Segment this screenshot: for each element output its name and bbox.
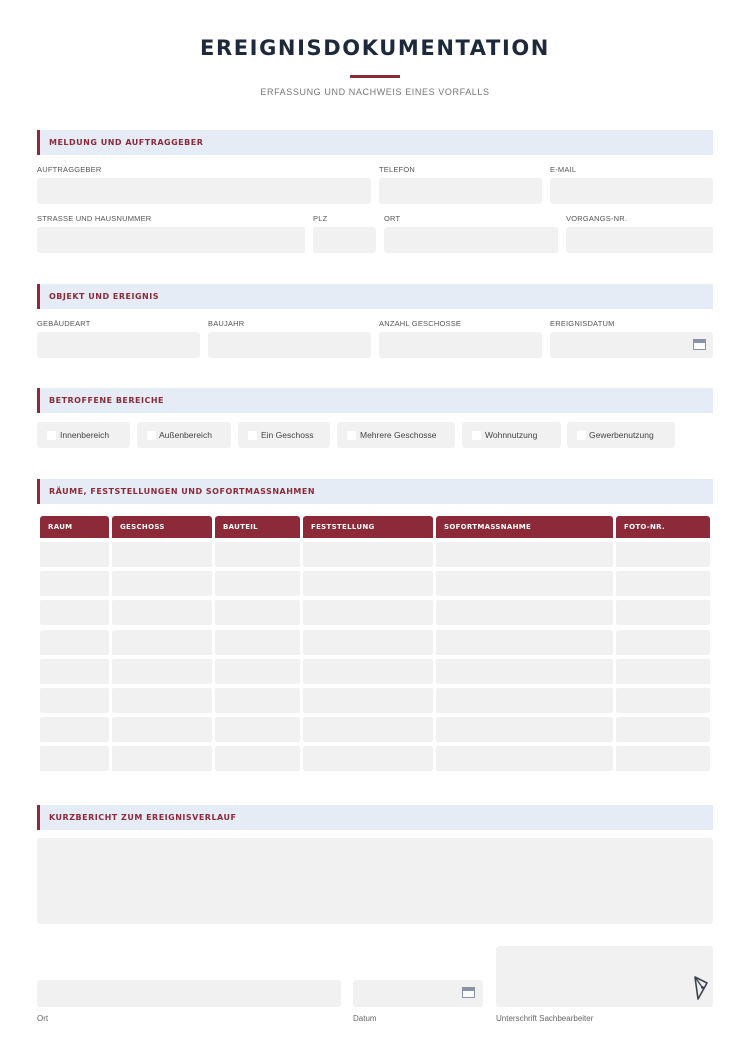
section-header-meldung	[37, 130, 713, 155]
table-cell[interactable]	[112, 688, 212, 713]
table-cell[interactable]	[40, 659, 109, 684]
table-cell[interactable]	[112, 717, 212, 742]
table-cell[interactable]	[215, 630, 300, 655]
table-cell[interactable]	[303, 630, 433, 655]
vorgang-label: VORGANGS-NR.	[566, 214, 628, 223]
table-cell[interactable]	[40, 688, 109, 713]
plz-field[interactable]	[313, 227, 376, 253]
section-header-bereiche	[37, 388, 713, 413]
table-header-bauteil	[215, 516, 300, 538]
email-field[interactable]	[550, 178, 713, 204]
baujahr-field[interactable]	[208, 332, 371, 358]
table-cell[interactable]	[616, 717, 710, 742]
table-cell[interactable]	[112, 600, 212, 625]
table-cell[interactable]	[303, 688, 433, 713]
table-header-foto-nr	[616, 516, 710, 538]
section-title: KURZBERICHT ZUM EREIGNISVERLAUF	[49, 813, 237, 822]
ereignisdatum-label: EREIGNISDATUM	[550, 319, 615, 328]
checkbox-box[interactable]	[577, 431, 586, 440]
telefon-label: TELEFON	[379, 165, 415, 174]
column-label: BAUTEIL	[223, 523, 258, 531]
checkbox-box[interactable]	[147, 431, 156, 440]
table-cell[interactable]	[436, 600, 613, 625]
column-label: GESCHOSS	[120, 523, 165, 531]
kurzbericht-textarea[interactable]	[37, 838, 713, 924]
section-header-objekt	[37, 284, 713, 309]
checkbox-box[interactable]	[347, 431, 356, 440]
table-cell[interactable]	[40, 600, 109, 625]
column-label: FESTSTELLUNG	[311, 523, 375, 531]
auftraggeber-label: AUFTRAGGEBER	[37, 165, 102, 174]
ort-label: ORT	[384, 214, 401, 223]
datum-label: Datum	[353, 1014, 377, 1023]
table-cell[interactable]	[436, 542, 613, 567]
section-title: MELDUNG UND AUFTRAGGEBER	[49, 138, 204, 147]
checkbox-ein-geschoss[interactable]	[238, 422, 330, 448]
ort-field[interactable]	[384, 227, 558, 253]
table-cell[interactable]	[436, 746, 613, 771]
column-label: RAUM	[48, 523, 73, 531]
geschosse-label: ANZAHL GESCHOSSE	[379, 319, 462, 328]
table-cell[interactable]	[303, 542, 433, 567]
table-cell[interactable]	[303, 659, 433, 684]
gebaeudeart-field[interactable]	[37, 332, 200, 358]
table-cell[interactable]	[616, 542, 710, 567]
table-cell[interactable]	[303, 717, 433, 742]
table-cell[interactable]	[40, 571, 109, 596]
table-header-raum	[40, 516, 109, 538]
document-title: EREIGNISDOKUMENTATION	[200, 36, 550, 60]
calendar-icon[interactable]	[693, 339, 706, 350]
table-cell[interactable]	[215, 600, 300, 625]
section-header-raeume	[37, 479, 713, 504]
calendar-icon[interactable]	[462, 987, 475, 998]
table-cell[interactable]	[40, 542, 109, 567]
table-cell[interactable]	[112, 630, 212, 655]
signature-field[interactable]	[496, 946, 713, 1007]
table-header-feststellung	[303, 516, 433, 538]
table-cell[interactable]	[303, 600, 433, 625]
ort-signature-field[interactable]	[37, 980, 341, 1007]
ort-label: Ort	[37, 1014, 49, 1023]
checkbox-mehrere-geschosse[interactable]	[337, 422, 455, 448]
table-cell[interactable]	[215, 688, 300, 713]
checkbox-label: Ein Geschoss	[261, 430, 314, 440]
strasse-label: STRASSE UND HAUSNUMMER	[37, 214, 152, 223]
plz-label: PLZ	[313, 214, 328, 223]
table-cell[interactable]	[112, 571, 212, 596]
checkbox-label: Wohnnutzung	[485, 430, 538, 440]
baujahr-label: BAUJAHR	[208, 319, 245, 328]
checkbox-label: Innenbereich	[60, 430, 110, 440]
table-cell[interactable]	[436, 688, 613, 713]
section-header-bericht	[37, 805, 713, 830]
table-cell[interactable]	[616, 630, 710, 655]
column-label: FOTO-NR.	[624, 523, 665, 531]
email-label: E-MAIL	[550, 165, 577, 174]
title-divider	[350, 75, 400, 78]
section-title: BETROFFENE BEREICHE	[49, 396, 165, 405]
checkbox-gewerbenutzung[interactable]	[567, 422, 675, 448]
table-cell[interactable]	[215, 659, 300, 684]
checkbox-label: Gewerbenutzung	[589, 430, 654, 440]
section-title: RÄUME, FESTSTELLUNGEN UND SOFORTMASSNAHMEN	[49, 487, 316, 496]
table-cell[interactable]	[215, 717, 300, 742]
table-cell[interactable]	[112, 659, 212, 684]
checkbox-wohnnutzung[interactable]	[462, 422, 561, 448]
table-header-sofortmassnahme	[436, 516, 613, 538]
table-cell[interactable]	[303, 571, 433, 596]
table-cell[interactable]	[215, 571, 300, 596]
pen-nib-icon	[693, 975, 709, 1001]
table-cell[interactable]	[112, 746, 212, 771]
table-cell[interactable]	[436, 717, 613, 742]
geschosse-field[interactable]	[379, 332, 542, 358]
table-cell[interactable]	[40, 630, 109, 655]
document-subtitle: ERFASSUNG UND NACHWEIS EINES VORFALLS	[260, 87, 490, 97]
column-label: SOFORTMASSNAHME	[444, 523, 532, 531]
table-cell[interactable]	[436, 571, 613, 596]
checkbox-innenbereich[interactable]	[37, 422, 130, 448]
table-cell[interactable]	[616, 688, 710, 713]
table-cell[interactable]	[303, 746, 433, 771]
table-cell[interactable]	[436, 630, 613, 655]
table-cell[interactable]	[215, 542, 300, 567]
table-cell[interactable]	[40, 746, 109, 771]
section-title: OBJEKT UND EREIGNIS	[49, 292, 159, 301]
ereignisdatum-field[interactable]	[550, 332, 713, 358]
gebaeudeart-label: GEBÄUDEART	[37, 319, 91, 328]
table-cell[interactable]	[616, 571, 710, 596]
table-cell[interactable]	[616, 600, 710, 625]
checkbox-box[interactable]	[47, 431, 56, 440]
table-cell[interactable]	[616, 746, 710, 771]
telefon-field[interactable]	[379, 178, 542, 204]
table-cell[interactable]	[40, 717, 109, 742]
table-cell[interactable]	[215, 746, 300, 771]
checkbox-aussenbereich[interactable]	[137, 422, 231, 448]
table-header-geschoss	[112, 516, 212, 538]
checkbox-label: Mehrere Geschosse	[360, 430, 437, 440]
vorgang-field[interactable]	[566, 227, 713, 253]
table-cell[interactable]	[436, 659, 613, 684]
table-cell[interactable]	[112, 542, 212, 567]
auftraggeber-field[interactable]	[37, 178, 371, 204]
unterschrift-label: Unterschrift Sachbearbeiter	[496, 1014, 594, 1023]
strasse-field[interactable]	[37, 227, 305, 253]
checkbox-box[interactable]	[472, 431, 481, 440]
checkbox-box[interactable]	[248, 431, 257, 440]
checkbox-label: Außenbereich	[159, 430, 212, 440]
table-cell[interactable]	[616, 659, 710, 684]
